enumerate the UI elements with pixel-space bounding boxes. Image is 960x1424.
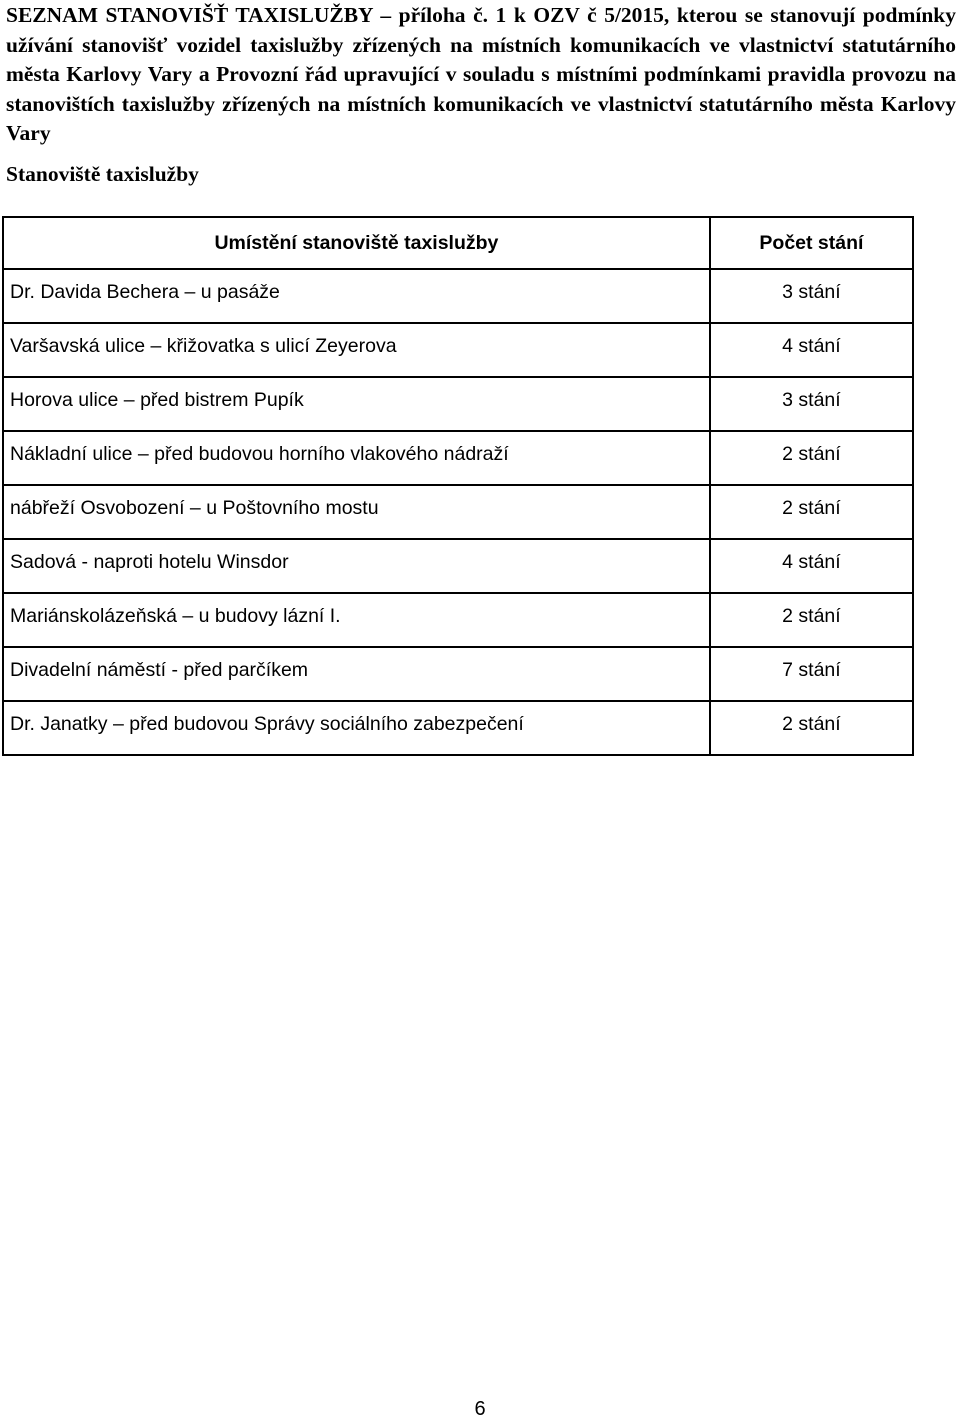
stand-location: nábřeží Osvobození – u Poštovního mostu — [3, 485, 710, 539]
table-row — [3, 377, 913, 431]
document-heading: SEZNAM STANOVIŠŤ TAXISLUŽBY – příloha č. 1 k OZV č 5/2015, kterou se stanovují podmínky užívání stanovišť vozidel taxislužby zřízených na místních komunikacích ve vlastnictví statutárního města Karlovy Vary a Provozní řád upravující v souladu s místními podmínkami pravidla provozu na stanovištích taxislužby zřízených na místních komunikacích ve vlastnictví statutárního města Karlovy Vary — [6, 3, 956, 145]
table-row — [3, 701, 913, 755]
stand-count: 7 stání — [710, 647, 913, 701]
stand-count: 3 stání — [710, 377, 913, 431]
stand-count: 3 stání — [710, 269, 913, 323]
stand-location: Dr. Janatky – před budovou Správy sociálního zabezpečení — [3, 701, 710, 755]
stand-count: 2 stání — [710, 593, 913, 647]
stand-count: 2 stání — [710, 485, 913, 539]
table-row — [3, 431, 913, 485]
table-header-row — [3, 217, 913, 269]
page-number: 6 — [474, 1398, 486, 1420]
column-header-count: Počet stání — [710, 217, 913, 269]
stand-location: Nákladní ulice – před budovou horního vlakového nádraží — [3, 431, 710, 485]
stand-count: 4 stání — [710, 539, 913, 593]
stand-location: Horova ulice – před bistrem Pupík — [3, 377, 710, 431]
table-row — [3, 323, 913, 377]
column-header-location: Umístění stanoviště taxislužby — [3, 217, 710, 269]
table-row — [3, 539, 913, 593]
stand-location: Varšavská ulice – křižovatka s ulicí Zeyerova — [3, 323, 710, 377]
table-row — [3, 647, 913, 701]
stand-count: 2 stání — [710, 701, 913, 755]
stand-count: 4 stání — [710, 323, 913, 377]
stand-location: Divadelní náměstí - před parčíkem — [3, 647, 710, 701]
taxi-stands-table — [2, 216, 914, 756]
table-row — [3, 269, 913, 323]
table-row — [3, 485, 913, 539]
stand-count: 2 stání — [710, 431, 913, 485]
stand-location: Mariánskolázeňská – u budovy lázní I. — [3, 593, 710, 647]
table-row — [3, 593, 913, 647]
stand-location: Sadová - naproti hotelu Winsdor — [3, 539, 710, 593]
section-title: Stanoviště taxislužby — [6, 162, 199, 186]
stand-location: Dr. Davida Bechera – u pasáže — [3, 269, 710, 323]
